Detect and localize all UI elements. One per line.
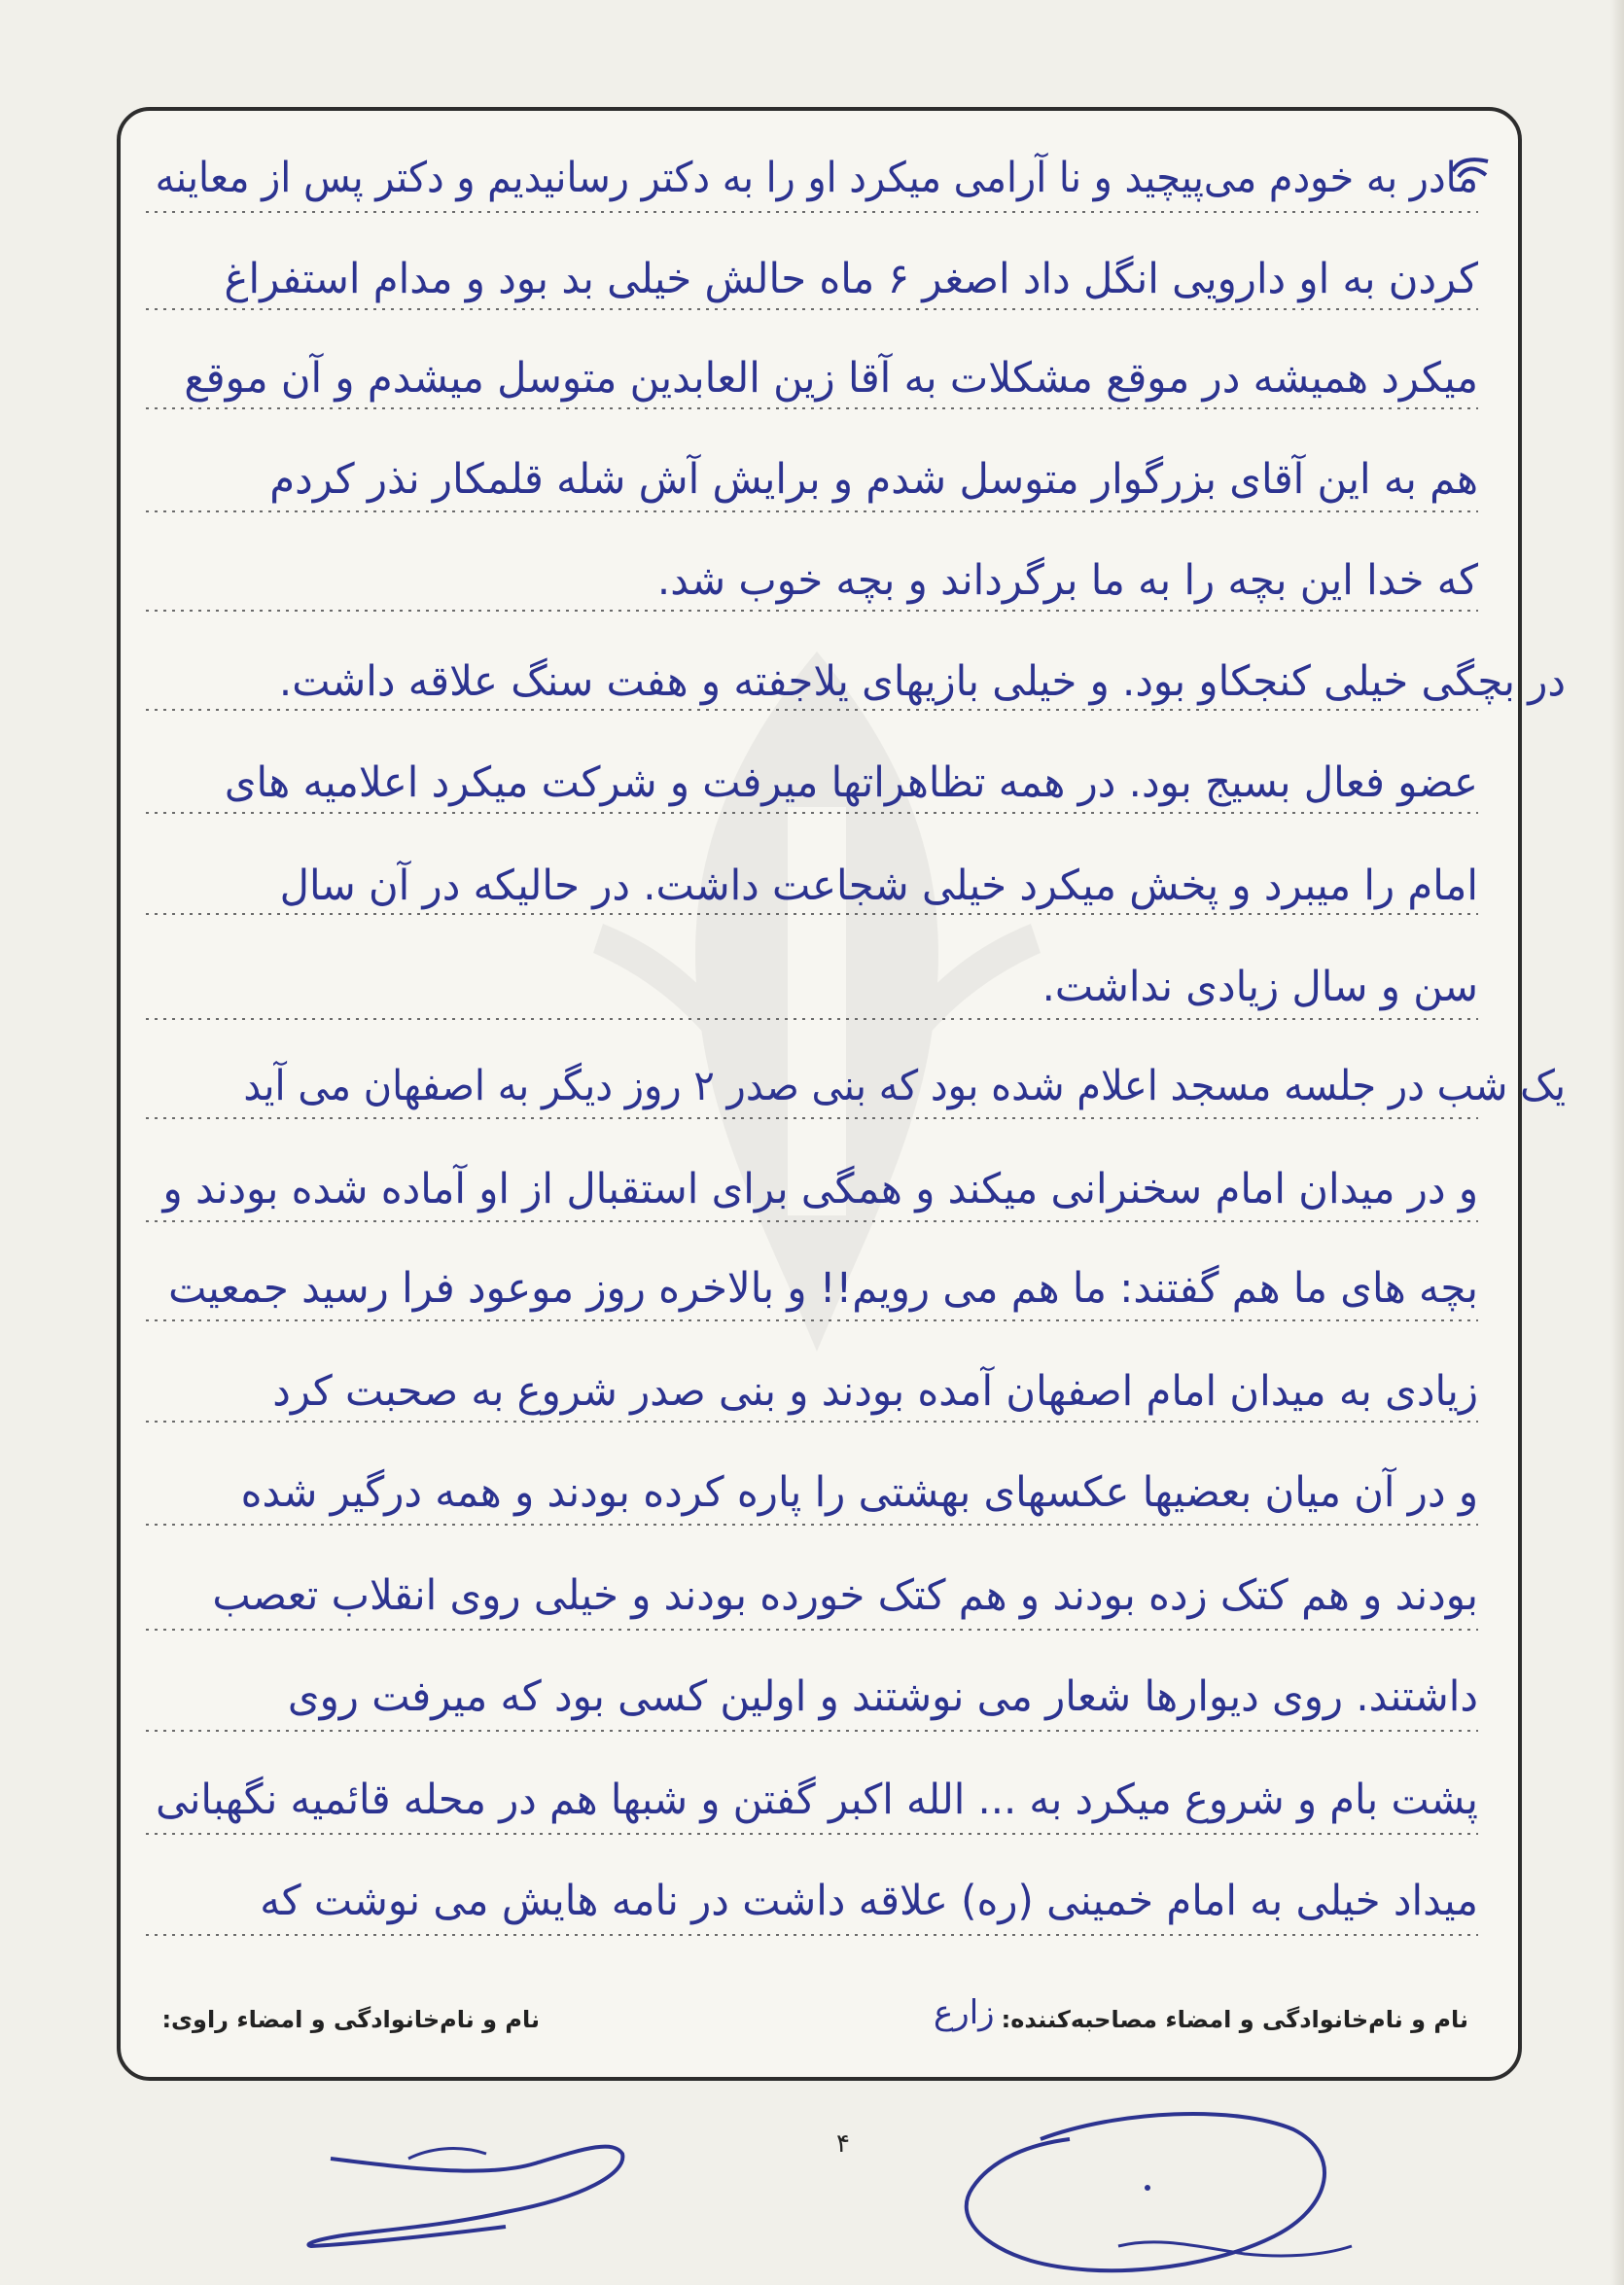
ruled-lines [146,0,1488,2081]
handwritten-line: داشتند. روی دیوارها شعار می نوشتند و اولین کسی بود که میرفت روی [287,1672,1478,1721]
handwritten-line: عضو فعال بسیج بود. در همه تظاهراتها میرفت و شرکت میکرد اعلامیه های [224,758,1478,807]
handwritten-line: امام را میبرد و پخش میکرد خیلی شجاعت داشت. در حالیکه در آن سال [279,861,1478,910]
handwritten-line: مادر به خودم می‌پیچید و نا آرامی میکرد او را به دکتر رسانیدیم و دکتر پس از معاینه [155,154,1479,202]
handwritten-line: بچه های ما هم گفتند: ما هم می رویم!! و بالاخره روز موعود فرا رسید جمعیت [168,1264,1479,1313]
interviewer-label: نام و نام‌خانوادگی و امضاء مصاحبه‌کننده: [1001,2006,1468,2033]
handwritten-line: کردن به او دارویی انگل داد اصغر ۶ ماه حالش خیلی بد بود و مدام استفراغ [224,255,1478,303]
handwritten-line: میداد خیلی به امام خمینی (ره) علاقه داشت در نامه هایش می نوشت که [260,1877,1478,1925]
handwritten-line: سن و سال زیادی نداشت. [1041,963,1478,1011]
interviewer-signature-drawing [924,2100,1371,2285]
handwritten-line: یک شب در جلسه مسجد اعلام شده بود که بنی صدر ۲ روز دیگر به اصفهان می آید [243,1062,1566,1110]
page-number: ۴ [836,2129,850,2159]
handwritten-line: میکرد همیشه در موقع مشکلات به آقا زین العابدین متوسل میشدم و آن موقع [184,354,1478,403]
handwritten-line: در بچگی خیلی کنجکاو بود. و خیلی بازیهای یلاجفته و هفت سنگ علاقه داشت. [278,657,1567,706]
scan-edge-shadow [1610,0,1624,2285]
handwritten-line: زیادی به میدان امام اصفهان آمده بودند و بنی صدر شروع به صحبت کرد [272,1367,1478,1416]
handwritten-line: هم به این آقای بزرگوار متوسل شدم و برایش آش شله قلمکار نذر کردم [269,455,1479,504]
handwritten-line: و در آن میان بعضیها عکسهای بهشتی را پاره کرده بودند و همه درگیر شده [240,1468,1479,1517]
interviewer-signature: زارع [934,1993,995,2032]
handwritten-line: پشت بام و شروع میکرد به ... الله اکبر گفتن و شبها هم در محله قائمیه نگهبانی [156,1775,1479,1824]
narrator-signature [292,2120,642,2266]
handwritten-line: بودند و هم کتک زده بودند و هم کتک خورده بودند و خیلی روی انقلاب تعصب [212,1571,1479,1620]
handwritten-line: و در میدان امام سخنرانی میکند و همگی برای استقبال از او آماده شده بودند و [162,1165,1478,1213]
handwritten-line: که خدا این بچه را به ما برگرداند و بچه خوب شد. [656,556,1478,605]
narrator-label: نام و نام‌خانوادگی و امضاء راوی: [161,2006,540,2033]
